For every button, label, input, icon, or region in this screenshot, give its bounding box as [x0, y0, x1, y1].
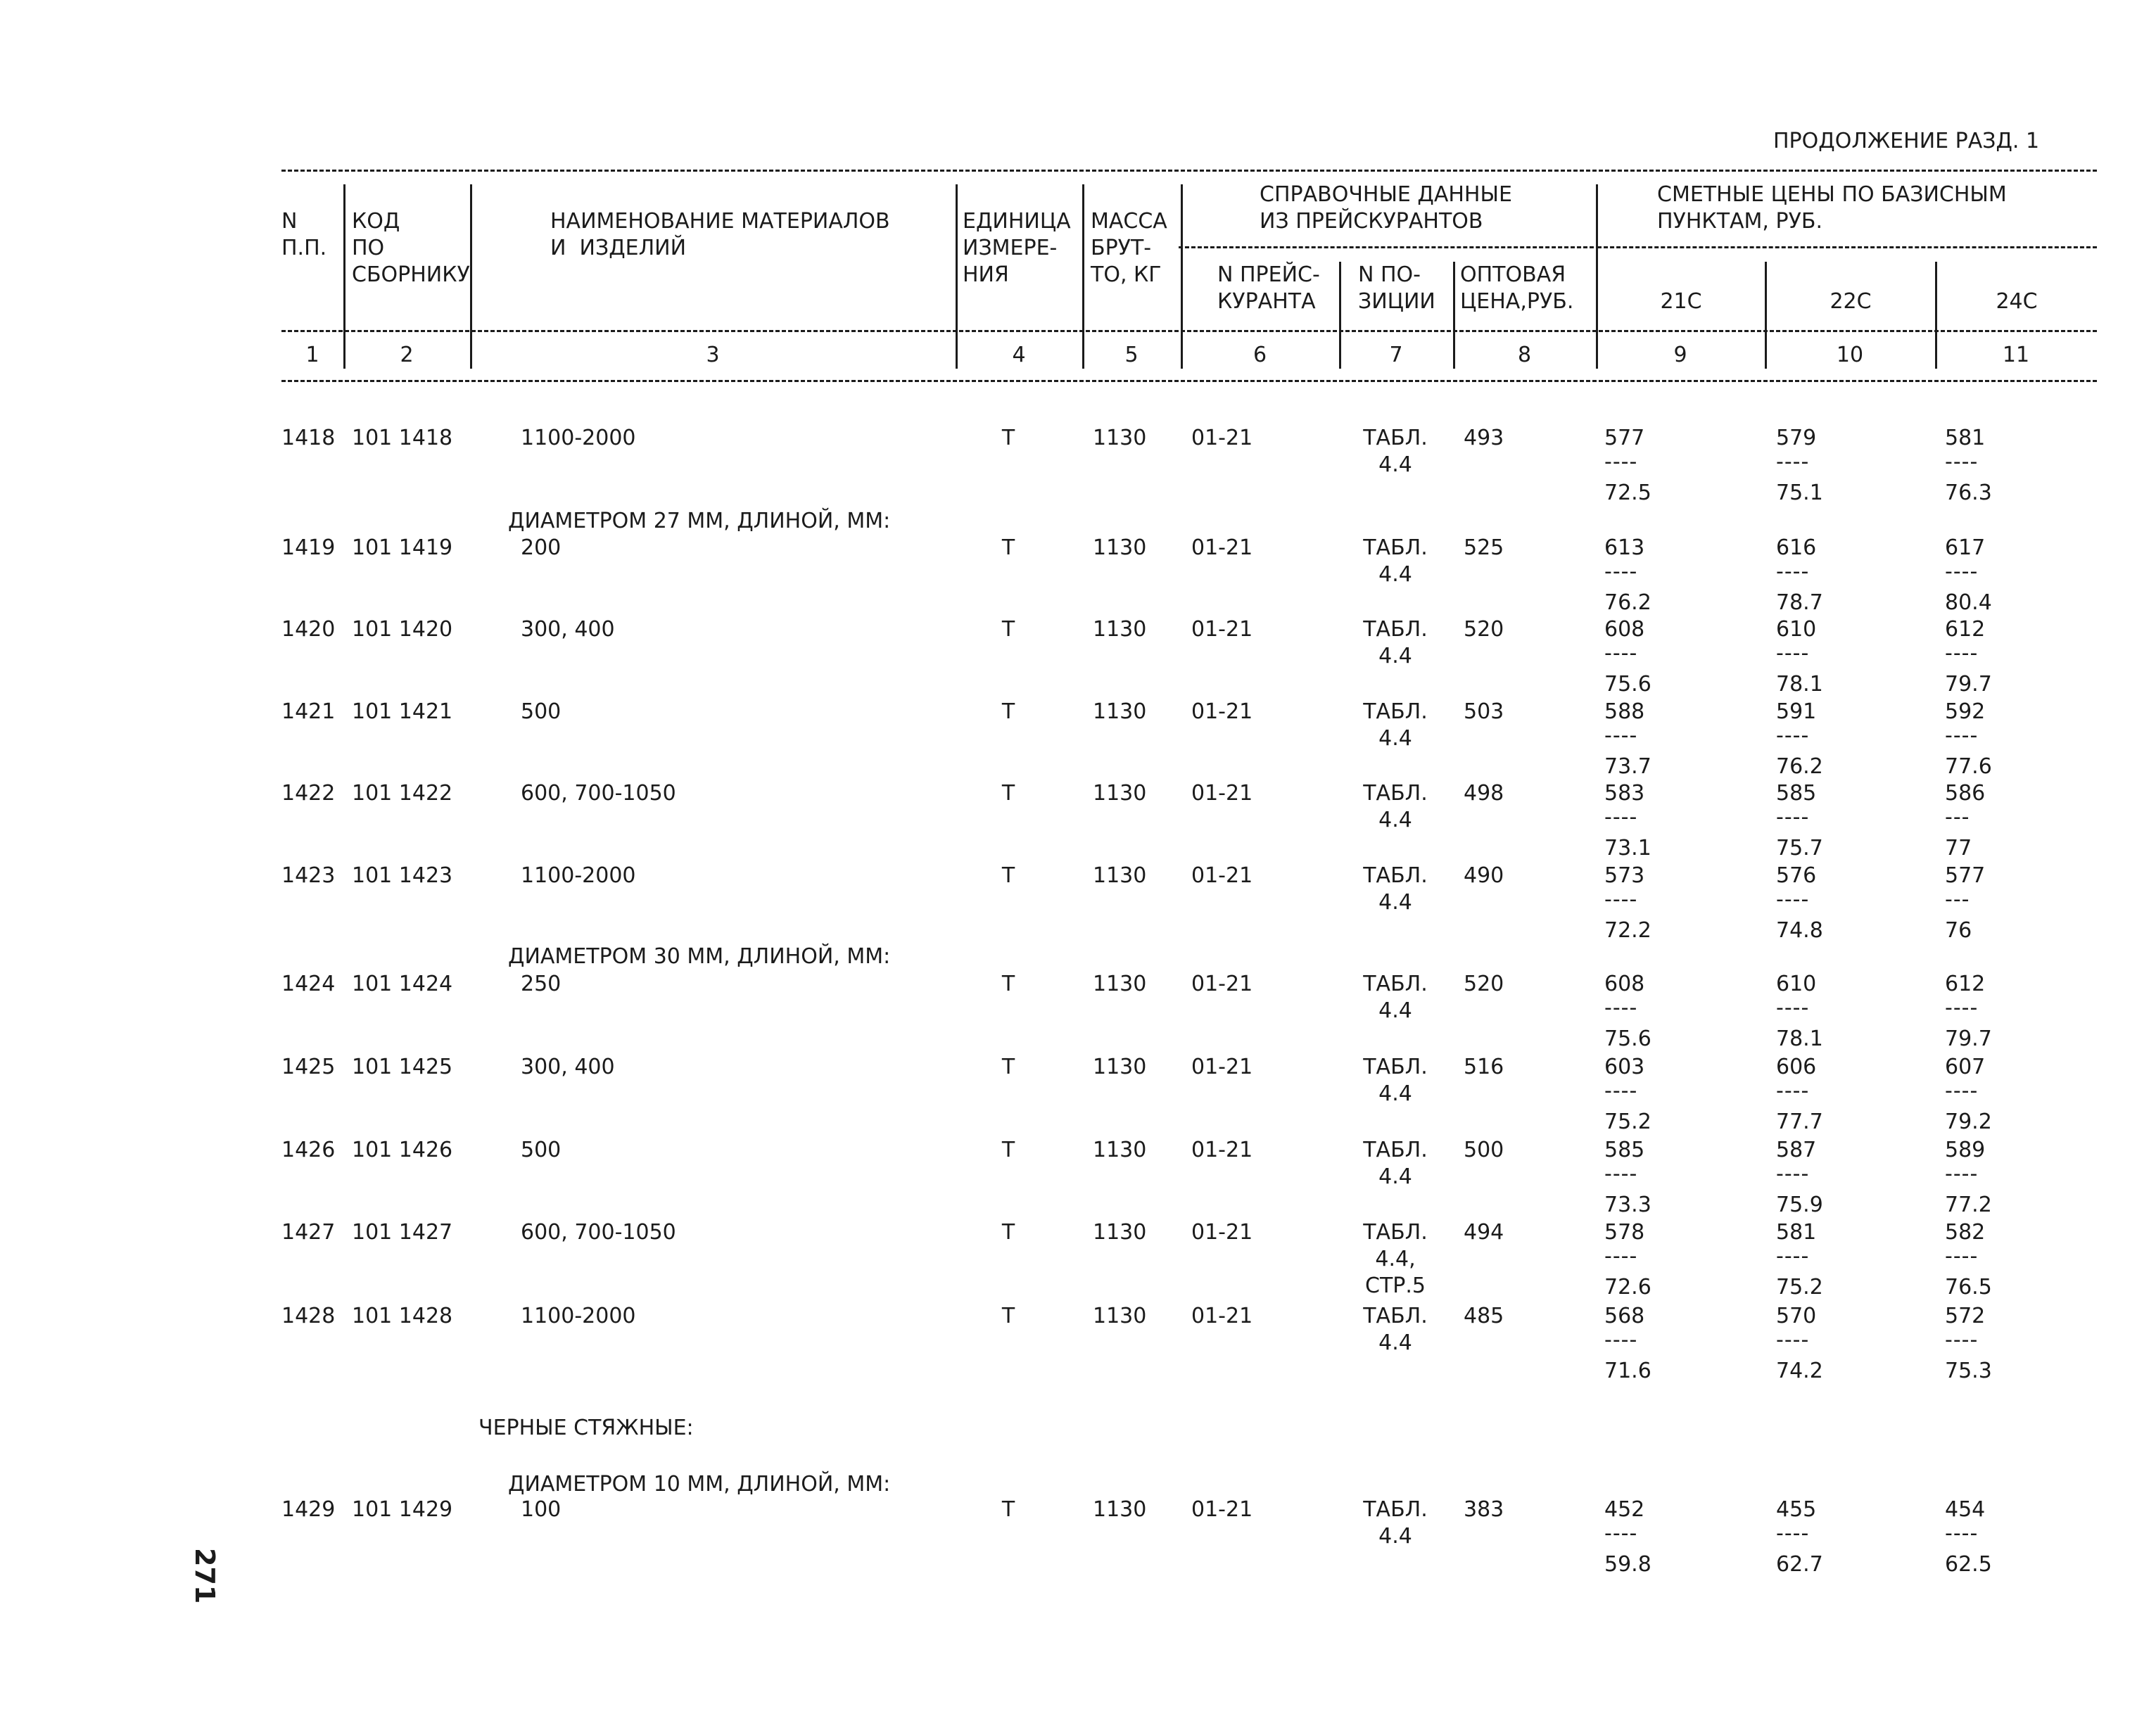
price-21c-bar: ---- [1604, 1521, 1638, 1546]
price-22c-bar: ---- [1776, 1079, 1810, 1103]
price-21c-den: 76.2 [1604, 590, 1651, 615]
col-sep-4 [1082, 184, 1084, 369]
row-position-line: ТАБЛ. [1363, 972, 1428, 996]
row-number: 1420 [281, 617, 336, 642]
colnum-1: 1 [305, 343, 319, 367]
hdr-group-prices-line2: ПУНКТАМ, РУБ. [1657, 209, 1822, 234]
price-22c-bar: ---- [1776, 1244, 1810, 1269]
row-unit: Т [1001, 863, 1015, 888]
row-position-line: 4.4 [1378, 562, 1412, 587]
price-22c-num: 616 [1776, 535, 1817, 560]
row-number: 1419 [281, 535, 336, 560]
hdr-col4-line3: НИЯ [963, 262, 1009, 287]
row-name: 300, 400 [521, 1055, 615, 1079]
row-wholesale: 485 [1464, 1304, 1504, 1328]
row-position-line: 4.4 [1378, 890, 1412, 915]
price-24c-num: 454 [1945, 1497, 1986, 1522]
colnum-6: 6 [1253, 343, 1267, 367]
price-21c-num: 613 [1604, 535, 1645, 560]
hdr-col6-line2: КУРАНТА [1217, 289, 1316, 314]
row-position-line: 4.4 [1378, 1081, 1412, 1106]
header-rule-group-ref [1179, 246, 1594, 248]
row-code: 101 1422 [352, 781, 453, 806]
price-21c-den: 73.1 [1604, 836, 1651, 860]
row-code: 101 1421 [352, 699, 453, 724]
hdr-group-ref-line2: ИЗ ПРЕЙСКУРАНТОВ [1260, 209, 1483, 234]
price-22c-bar: ---- [1776, 1162, 1810, 1186]
row-number: 1427 [281, 1220, 336, 1245]
price-24c-num: 572 [1945, 1304, 1986, 1328]
row-code: 101 1418 [352, 426, 453, 450]
hdr-col7-line2: ЗИЦИИ [1358, 289, 1435, 314]
price-22c-num: 576 [1776, 863, 1817, 888]
row-unit: Т [1001, 1055, 1015, 1079]
row-wholesale: 503 [1464, 699, 1504, 724]
row-wholesale: 383 [1464, 1497, 1504, 1522]
price-24c-num: 586 [1945, 781, 1986, 806]
row-code: 101 1420 [352, 617, 453, 642]
price-24c-num: 577 [1945, 863, 1986, 888]
row-position-line: 4.4 [1378, 998, 1412, 1023]
price-24c-bar: ---- [1945, 1521, 1979, 1546]
price-24c-den: 77.2 [1945, 1193, 1992, 1217]
row-pricelist: 01-21 [1191, 1220, 1253, 1245]
price-22c-num: 579 [1776, 426, 1817, 450]
row-position-line: ТАБЛ. [1363, 535, 1428, 560]
row-position-line: ТАБЛ. [1363, 1304, 1428, 1328]
row-mass: 1130 [1093, 1304, 1147, 1328]
row-pricelist: 01-21 [1191, 972, 1253, 996]
row-pricelist: 01-21 [1191, 1497, 1253, 1522]
row-pricelist: 01-21 [1191, 1304, 1253, 1328]
price-24c-den: 76.3 [1945, 481, 1992, 505]
row-pricelist: 01-21 [1191, 781, 1253, 806]
row-position-line: 4.4 [1378, 452, 1412, 477]
price-21c-den: 75.6 [1604, 672, 1651, 697]
hdr-col3-line2: И ИЗДЕЛИЙ [550, 236, 687, 260]
col-sep-5 [1181, 184, 1183, 369]
price-24c-bar: ---- [1945, 723, 1979, 748]
colnum-4: 4 [1012, 343, 1026, 367]
row-name: 500 [521, 699, 562, 724]
price-24c-bar: ---- [1945, 559, 1979, 584]
price-24c-bar: ---- [1945, 1244, 1979, 1269]
price-21c-den: 73.7 [1604, 754, 1651, 779]
row-pricelist: 01-21 [1191, 617, 1253, 642]
hdr-col11: 24С [1996, 289, 2038, 314]
price-22c-den: 74.2 [1776, 1359, 1823, 1383]
row-unit: Т [1001, 1138, 1015, 1162]
hdr-group-prices-line1: СМЕТНЫЕ ЦЕНЫ ПО БАЗИСНЫМ [1657, 182, 2007, 207]
hdr-col7-line1: N ПО- [1358, 262, 1421, 287]
row-pricelist: 01-21 [1191, 863, 1253, 888]
row-unit: Т [1001, 617, 1015, 642]
price-22c-den: 62.7 [1776, 1552, 1823, 1577]
row-wholesale: 494 [1464, 1220, 1504, 1245]
row-name: 1100-2000 [521, 863, 636, 888]
colnum-2: 2 [400, 343, 414, 367]
col-sep-1 [343, 184, 345, 369]
price-24c-bar: ---- [1945, 1162, 1979, 1186]
colnum-7: 7 [1389, 343, 1403, 367]
price-24c-den: 80.4 [1945, 590, 1992, 615]
hdr-col8-line1: ОПТОВАЯ [1460, 262, 1566, 287]
price-24c-den: 79.2 [1945, 1110, 1992, 1134]
hdr-col2-line3: СБОРНИКУ [352, 262, 470, 287]
row-number: 1418 [281, 426, 336, 450]
price-21c-bar: ---- [1604, 805, 1638, 830]
price-22c-num: 455 [1776, 1497, 1817, 1522]
price-21c-bar: ---- [1604, 1162, 1638, 1186]
hdr-col4-line1: ЕДИНИЦА [963, 209, 1071, 234]
row-name: 600, 700-1050 [521, 781, 676, 806]
row-name: 600, 700-1050 [521, 1220, 676, 1245]
row-mass: 1130 [1093, 1138, 1147, 1162]
row-number: 1425 [281, 1055, 336, 1079]
row-position-line: ТАБЛ. [1363, 863, 1428, 888]
row-position-line: ТАБЛ. [1363, 426, 1428, 450]
row-pricelist: 01-21 [1191, 699, 1253, 724]
price-22c-den: 78.7 [1776, 590, 1823, 615]
price-24c-num: 582 [1945, 1220, 1986, 1245]
row-position-line: 4.4 [1378, 1524, 1412, 1549]
price-24c-num: 612 [1945, 972, 1986, 996]
row-mass: 1130 [1093, 972, 1147, 996]
price-21c-bar: ---- [1604, 1328, 1638, 1352]
price-24c-den: 62.5 [1945, 1552, 1992, 1577]
hdr-col10: 22С [1830, 289, 1872, 314]
price-21c-num: 573 [1604, 863, 1645, 888]
price-24c-bar: ---- [1945, 641, 1979, 666]
row-wholesale: 516 [1464, 1055, 1504, 1079]
row-position-line: 4.4 [1378, 1330, 1412, 1355]
price-22c-bar: ---- [1776, 887, 1810, 912]
price-24c-num: 617 [1945, 535, 1986, 560]
page-number: 271 [189, 1548, 220, 1604]
row-number: 1426 [281, 1138, 336, 1162]
row-name: 250 [521, 972, 562, 996]
price-22c-num: 587 [1776, 1138, 1817, 1162]
row-number: 1423 [281, 863, 336, 888]
price-24c-bar: ---- [1945, 996, 1979, 1020]
section-label-d10: ДИАМЕТРОМ 10 ММ, ДЛИНОЙ, ММ: [508, 1472, 891, 1497]
row-wholesale: 525 [1464, 535, 1504, 560]
hdr-col6-line1: N ПРЕЙС- [1217, 262, 1320, 287]
row-number: 1422 [281, 781, 336, 806]
price-24c-bar: ---- [1945, 450, 1979, 474]
price-22c-bar: ---- [1776, 805, 1810, 830]
row-code: 101 1426 [352, 1138, 453, 1162]
price-21c-bar: ---- [1604, 1244, 1638, 1269]
row-unit: Т [1001, 781, 1015, 806]
hdr-col2-line2: ПО [352, 236, 385, 260]
row-name: 1100-2000 [521, 1304, 636, 1328]
hdr-col9: 21С [1660, 289, 1702, 314]
row-position-line: ТАБЛ. [1363, 699, 1428, 724]
row-unit: Т [1001, 535, 1015, 560]
colnum-3: 3 [706, 343, 720, 367]
price-22c-num: 570 [1776, 1304, 1817, 1328]
price-22c-num: 591 [1776, 699, 1817, 724]
price-21c-bar: ---- [1604, 559, 1638, 584]
row-pricelist: 01-21 [1191, 535, 1253, 560]
col-sep-8 [1596, 184, 1598, 369]
row-number: 1429 [281, 1497, 336, 1522]
row-code: 101 1429 [352, 1497, 453, 1522]
price-21c-den: 73.3 [1604, 1193, 1651, 1217]
header-rule-top [281, 170, 2097, 172]
row-unit: Т [1001, 426, 1015, 450]
row-code: 101 1428 [352, 1304, 453, 1328]
hdr-col5-line2: БРУТ- [1091, 236, 1152, 260]
row-mass: 1130 [1093, 863, 1147, 888]
price-21c-num: 603 [1604, 1055, 1645, 1079]
colnum-5: 5 [1124, 343, 1139, 367]
price-21c-num: 452 [1604, 1497, 1645, 1522]
price-21c-bar: ---- [1604, 996, 1638, 1020]
row-mass: 1130 [1093, 617, 1147, 642]
price-21c-bar: ---- [1604, 1079, 1638, 1103]
price-22c-den: 75.7 [1776, 836, 1823, 860]
price-24c-den: 79.7 [1945, 672, 1992, 697]
hdr-col1-line1: N [281, 209, 298, 234]
row-mass: 1130 [1093, 1497, 1147, 1522]
colnum-9: 9 [1673, 343, 1687, 367]
row-unit: Т [1001, 1497, 1015, 1522]
price-22c-num: 610 [1776, 972, 1817, 996]
row-mass: 1130 [1093, 426, 1147, 450]
header-rule-mid [281, 330, 2097, 332]
price-24c-bar: ---- [1945, 1328, 1979, 1352]
row-position-line: 4.4 [1378, 644, 1412, 668]
price-22c-bar: ---- [1776, 1328, 1810, 1352]
price-21c-num: 585 [1604, 1138, 1645, 1162]
row-number: 1424 [281, 972, 336, 996]
row-pricelist: 01-21 [1191, 426, 1253, 450]
price-24c-num: 612 [1945, 617, 1986, 642]
row-code: 101 1423 [352, 863, 453, 888]
row-position-line: ТАБЛ. [1363, 781, 1428, 806]
row-unit: Т [1001, 1220, 1015, 1245]
row-wholesale: 500 [1464, 1138, 1504, 1162]
price-21c-bar: ---- [1604, 641, 1638, 666]
price-21c-den: 75.2 [1604, 1110, 1651, 1134]
row-code: 101 1419 [352, 535, 453, 560]
row-mass: 1130 [1093, 781, 1147, 806]
row-wholesale: 493 [1464, 426, 1504, 450]
price-24c-den: 76 [1945, 918, 1972, 943]
row-unit: Т [1001, 972, 1015, 996]
row-code: 101 1424 [352, 972, 453, 996]
row-name: 1100-2000 [521, 426, 636, 450]
hdr-col4-line2: ИЗМЕРЕ- [963, 236, 1058, 260]
price-24c-den: 75.3 [1945, 1359, 1992, 1383]
row-position-line: 4.4 [1378, 1164, 1412, 1189]
row-name: 100 [521, 1497, 562, 1522]
price-22c-den: 78.1 [1776, 672, 1823, 697]
price-22c-den: 76.2 [1776, 754, 1823, 779]
price-24c-num: 589 [1945, 1138, 1986, 1162]
row-position-line: ТАБЛ. [1363, 1138, 1428, 1162]
price-21c-den: 72.6 [1604, 1275, 1651, 1300]
row-wholesale: 498 [1464, 781, 1504, 806]
price-21c-den: 72.5 [1604, 481, 1651, 505]
row-mass: 1130 [1093, 1220, 1147, 1245]
col-sep-2 [470, 184, 472, 369]
row-wholesale: 520 [1464, 617, 1504, 642]
row-unit: Т [1001, 1304, 1015, 1328]
price-22c-num: 585 [1776, 781, 1817, 806]
price-24c-den: 77 [1945, 836, 1972, 860]
row-position-line: ТАБЛ. [1363, 617, 1428, 642]
price-22c-bar: ---- [1776, 641, 1810, 666]
price-22c-den: 78.1 [1776, 1027, 1823, 1051]
colnum-8: 8 [1517, 343, 1532, 367]
price-22c-bar: ---- [1776, 559, 1810, 584]
price-22c-den: 77.7 [1776, 1110, 1823, 1134]
price-21c-den: 59.8 [1604, 1552, 1651, 1577]
price-24c-num: 592 [1945, 699, 1986, 724]
price-24c-bar: ---- [1945, 1079, 1979, 1103]
price-22c-num: 581 [1776, 1220, 1817, 1245]
price-21c-den: 71.6 [1604, 1359, 1651, 1383]
row-mass: 1130 [1093, 699, 1147, 724]
price-22c-bar: ---- [1776, 450, 1810, 474]
price-22c-bar: ---- [1776, 1521, 1810, 1546]
price-21c-den: 75.6 [1604, 1027, 1651, 1051]
colnum-11: 11 [2002, 343, 2030, 367]
row-unit: Т [1001, 699, 1015, 724]
price-21c-num: 578 [1604, 1220, 1645, 1245]
row-code: 101 1425 [352, 1055, 453, 1079]
row-name: 200 [521, 535, 562, 560]
row-pricelist: 01-21 [1191, 1138, 1253, 1162]
col-sep-3 [956, 184, 958, 369]
colnum-10: 10 [1836, 343, 1864, 367]
price-24c-num: 607 [1945, 1055, 1986, 1079]
row-number: 1421 [281, 699, 336, 724]
price-21c-num: 588 [1604, 699, 1645, 724]
header-rule-bottom [281, 380, 2097, 382]
hdr-group-ref-line1: СПРАВОЧНЫЕ ДАННЫЕ [1260, 182, 1512, 207]
price-22c-den: 74.8 [1776, 918, 1823, 943]
row-pricelist: 01-21 [1191, 1055, 1253, 1079]
price-21c-num: 568 [1604, 1304, 1645, 1328]
section-label-d30: ДИАМЕТРОМ 30 ММ, ДЛИНОЙ, ММ: [508, 944, 891, 969]
row-name: 300, 400 [521, 617, 615, 642]
price-22c-den: 75.1 [1776, 481, 1823, 505]
hdr-col2-line1: КОД [352, 209, 400, 234]
header-rule-group-prices [1597, 246, 2097, 248]
row-position-line: 4.4 [1378, 726, 1412, 751]
price-22c-num: 610 [1776, 617, 1817, 642]
price-21c-num: 577 [1604, 426, 1645, 450]
hdr-col8-line2: ЦЕНА,РУБ. [1460, 289, 1574, 314]
row-wholesale: 520 [1464, 972, 1504, 996]
price-21c-bar: ---- [1604, 450, 1638, 474]
price-21c-bar: ---- [1604, 887, 1638, 912]
price-22c-bar: ---- [1776, 996, 1810, 1020]
hdr-col3-line1: НАИМЕНОВАНИЕ МАТЕРИАЛОВ [550, 209, 890, 234]
price-22c-den: 75.9 [1776, 1193, 1823, 1217]
hdr-col1-line2: П.П. [281, 236, 327, 260]
price-21c-num: 608 [1604, 972, 1645, 996]
row-position-line: ТАБЛ. [1363, 1055, 1428, 1079]
row-wholesale: 490 [1464, 863, 1504, 888]
price-24c-num: 581 [1945, 426, 1986, 450]
section-label-black: ЧЕРНЫЕ СТЯЖНЫЕ: [478, 1416, 694, 1440]
price-21c-den: 72.2 [1604, 918, 1651, 943]
section-label-d27: ДИАМЕТРОМ 27 ММ, ДЛИНОЙ, ММ: [508, 509, 891, 533]
row-position-line: СТР.5 [1365, 1273, 1426, 1298]
row-position-line: ТАБЛ. [1363, 1497, 1428, 1522]
price-24c-den: 76.5 [1945, 1275, 1992, 1300]
hdr-col5-line1: МАССА [1091, 209, 1167, 234]
row-position-line: ТАБЛ. [1363, 1220, 1428, 1245]
price-22c-bar: ---- [1776, 723, 1810, 748]
page-header: ПРОДОЛЖЕНИЕ РАЗД. 1 [1773, 129, 2040, 153]
price-21c-bar: ---- [1604, 723, 1638, 748]
price-24c-bar: --- [1945, 805, 1970, 830]
row-position-line: 4.4 [1378, 808, 1412, 832]
row-mass: 1130 [1093, 1055, 1147, 1079]
hdr-col5-line3: ТО, КГ [1091, 262, 1162, 287]
row-mass: 1130 [1093, 535, 1147, 560]
row-number: 1428 [281, 1304, 336, 1328]
row-position-line: 4.4, [1375, 1247, 1416, 1271]
price-24c-den: 77.6 [1945, 754, 1992, 779]
price-21c-num: 583 [1604, 781, 1645, 806]
row-name: 500 [521, 1138, 562, 1162]
price-21c-num: 608 [1604, 617, 1645, 642]
price-22c-den: 75.2 [1776, 1275, 1823, 1300]
price-24c-den: 79.7 [1945, 1027, 1992, 1051]
price-24c-bar: --- [1945, 887, 1970, 912]
price-22c-num: 606 [1776, 1055, 1817, 1079]
row-code: 101 1427 [352, 1220, 453, 1245]
